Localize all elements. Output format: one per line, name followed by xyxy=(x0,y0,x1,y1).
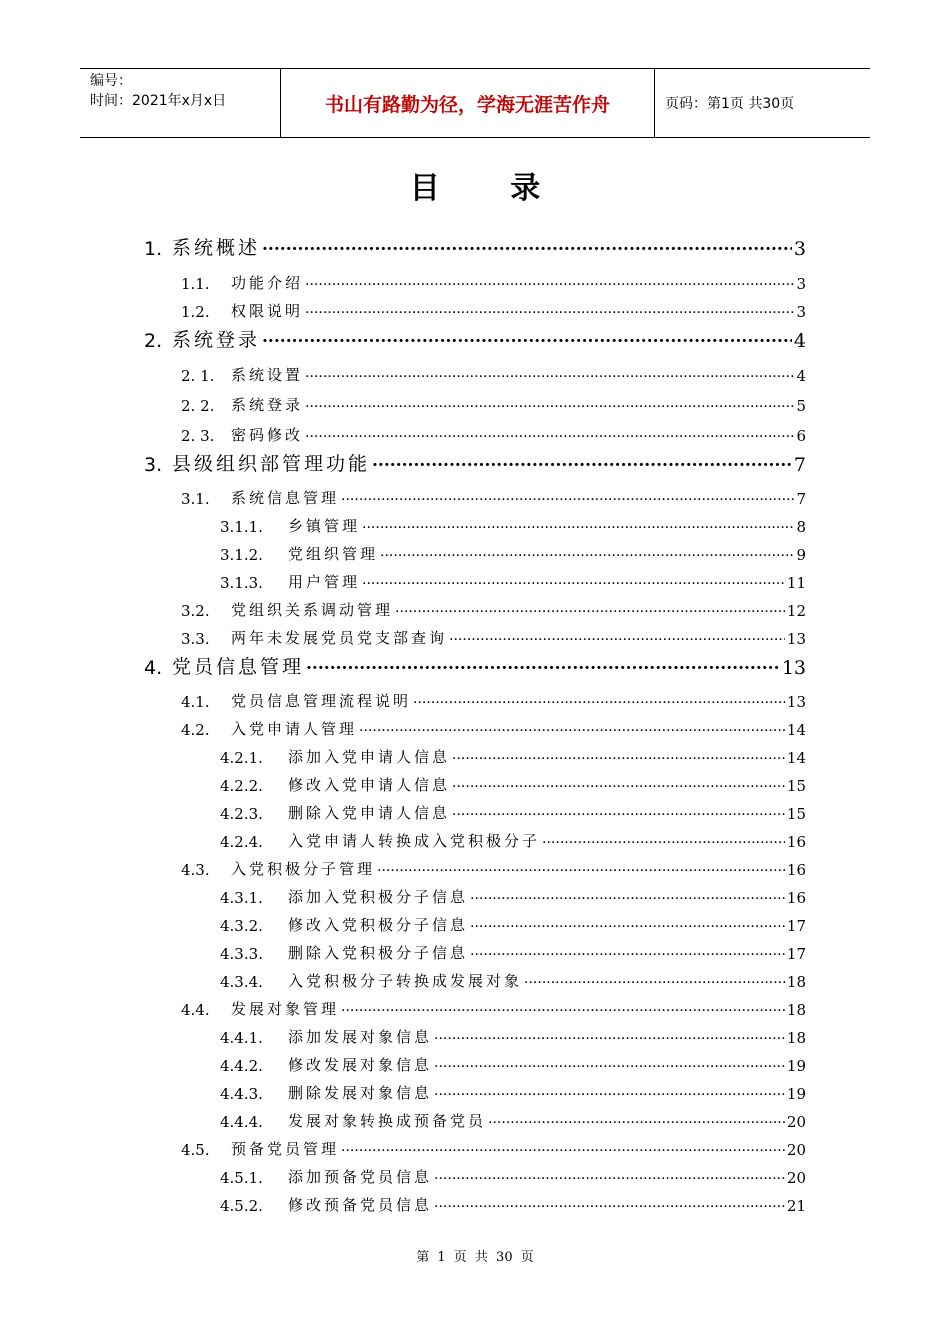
toc-entry-page: 3 xyxy=(796,303,806,321)
toc-entry[interactable] xyxy=(181,265,806,293)
toc-entry[interactable] xyxy=(220,1075,806,1103)
toc-entry[interactable] xyxy=(144,448,806,476)
toc-entry-title: 发展对象管理 xyxy=(231,1000,340,1018)
toc-entry-title: 修改入党积极分子信息 xyxy=(288,916,469,934)
toc-entry[interactable] xyxy=(220,823,806,851)
toc-entry-number: 1.1. xyxy=(181,275,210,293)
toc-entry-page: 13 xyxy=(781,657,806,679)
toc-entry[interactable] xyxy=(220,739,806,767)
toc-entry-page: 19 xyxy=(786,1057,806,1075)
toc-entry-number: 3.2. xyxy=(181,602,210,620)
toc-dot-leader xyxy=(262,237,792,254)
toc-entry[interactable] xyxy=(181,683,806,711)
toc-entry-number: 2. xyxy=(144,330,163,352)
toc-entry[interactable] xyxy=(220,795,806,823)
toc-entry[interactable] xyxy=(220,508,806,536)
toc-entry-title: 删除入党积极分子信息 xyxy=(288,944,469,962)
toc-entry-title: 县级组织部管理功能 xyxy=(172,453,371,475)
toc-entry-page: 18 xyxy=(786,1001,806,1019)
toc-dot-leader xyxy=(305,366,794,380)
toc-entry-number: 4.2.3. xyxy=(220,805,263,823)
toc-dot-leader xyxy=(306,656,780,673)
toc-entry[interactable] xyxy=(181,357,806,385)
toc-entry-page: 7 xyxy=(796,490,806,508)
toc-entry-title: 党员信息管理 xyxy=(172,656,305,678)
toc-entry[interactable] xyxy=(181,991,806,1019)
toc-entry[interactable] xyxy=(220,1103,806,1131)
toc-entry[interactable] xyxy=(181,293,806,321)
toc-dot-leader xyxy=(470,916,785,930)
toc-dot-leader xyxy=(452,804,785,818)
toc-dot-leader xyxy=(362,517,794,531)
toc-entry[interactable] xyxy=(181,620,806,648)
toc-entry-number: 4.1. xyxy=(181,693,210,711)
toc-entry[interactable] xyxy=(220,536,806,564)
toc-entry-page: 21 xyxy=(786,1197,806,1215)
toc-entry-number: 3.1.2. xyxy=(220,546,263,564)
toc-entry-number: 4.3. xyxy=(181,861,210,879)
toc-entry-number: 4. xyxy=(144,657,163,679)
header-left-cell xyxy=(80,69,281,137)
toc-entry-title: 乡镇管理 xyxy=(288,517,361,535)
toc-entry-title: 用户管理 xyxy=(288,573,361,591)
toc-entry-number: 4.2. xyxy=(181,721,210,739)
toc-entry-page: 12 xyxy=(786,602,806,620)
toc-entry-title: 党员信息管理流程说明 xyxy=(231,692,412,710)
page-header xyxy=(80,68,870,138)
toc-entry-page: 15 xyxy=(786,777,806,795)
toc-entry-title: 入党积极分子管理 xyxy=(231,860,376,878)
toc-dot-leader xyxy=(413,692,785,706)
toc-entry[interactable] xyxy=(144,232,806,260)
toc-entry-page: 13 xyxy=(786,630,806,648)
toc-entry-page: 4 xyxy=(793,330,806,352)
toc-entry[interactable] xyxy=(220,963,806,991)
toc-entry-page: 4 xyxy=(796,367,806,385)
toc-entry-page: 17 xyxy=(786,945,806,963)
toc-entry-page: 16 xyxy=(786,861,806,879)
toc-entry-number: 3. xyxy=(144,454,163,476)
toc-entry[interactable] xyxy=(181,851,806,879)
toc-entry-page: 3 xyxy=(796,275,806,293)
page-footer: 第 1 页 共 30 页 xyxy=(416,1250,534,1265)
toc-dot-leader xyxy=(395,601,785,615)
toc-entry-number: 4.2.1. xyxy=(220,749,263,767)
header-motto: 书山有路勤为径，学海无涯苦作舟 xyxy=(281,69,655,137)
toc-entry-number: 4.4.4. xyxy=(220,1113,263,1131)
toc-entry-page: 5 xyxy=(796,397,806,415)
toc-entry[interactable] xyxy=(181,711,806,739)
toc-dot-leader xyxy=(488,1112,785,1126)
toc-entry[interactable] xyxy=(220,564,806,592)
toc-entry-number: 2. 2. xyxy=(181,397,215,415)
toc-entry-page: 15 xyxy=(786,805,806,823)
toc-dot-leader xyxy=(359,720,785,734)
toc-entry-title: 入党申请人管理 xyxy=(231,720,358,738)
toc-entry-number: 4.3.3. xyxy=(220,945,263,963)
toc-entry-title: 添加入党积极分子信息 xyxy=(288,888,469,906)
toc-entry-number: 4.4.2. xyxy=(220,1057,263,1075)
toc-dot-leader xyxy=(434,1084,785,1098)
toc-entry-title: 密码修改 xyxy=(231,426,304,444)
toc-dot-leader xyxy=(341,489,794,503)
toc-entry-number: 3.3. xyxy=(181,630,210,648)
toc-entry-title: 系统登录 xyxy=(172,329,261,351)
toc-entry-title: 系统信息管理 xyxy=(231,489,340,507)
number-label: 编号： xyxy=(90,73,132,89)
toc-entry-title: 入党申请人转换成入党积极分子 xyxy=(288,832,541,850)
toc-entry-page: 18 xyxy=(786,973,806,991)
toc-dot-leader xyxy=(305,426,794,440)
toc-entry[interactable] xyxy=(181,417,806,445)
toc-entry-page: 18 xyxy=(786,1029,806,1047)
toc-entry-title: 发展对象转换成预备党员 xyxy=(288,1112,487,1130)
toc-entry-number: 4.2.2. xyxy=(220,777,263,795)
toc-dot-leader xyxy=(452,776,785,790)
toc-entry-number: 3.1.1. xyxy=(220,518,263,536)
toc-entry-title: 修改入党申请人信息 xyxy=(288,776,451,794)
toc-entry-title: 修改预备党员信息 xyxy=(288,1196,433,1214)
toc-entry[interactable] xyxy=(181,387,806,415)
toc-entry-number: 4.4.3. xyxy=(220,1085,263,1103)
toc-dot-leader xyxy=(362,573,785,587)
time-label: 时间：2021年x月x日 xyxy=(90,93,227,109)
toc-dot-leader xyxy=(434,1056,785,1070)
toc-entry-page: 8 xyxy=(796,518,806,536)
toc-entry-title: 系统设置 xyxy=(231,366,304,384)
toc-entry-number: 4.3.4. xyxy=(220,973,263,991)
toc-entry-number: 3.1.3. xyxy=(220,574,263,592)
toc-entry-page: 9 xyxy=(796,546,806,564)
toc-dot-leader xyxy=(470,888,785,902)
toc-entry-title: 添加预备党员信息 xyxy=(288,1168,433,1186)
header-page-label: 页码：第1页 共30页 xyxy=(665,96,795,112)
toc-dot-leader xyxy=(470,944,785,958)
toc-dot-leader xyxy=(305,302,794,316)
toc-dot-leader xyxy=(434,1028,785,1042)
toc-entry-page: 14 xyxy=(786,721,806,739)
toc-entry-title: 删除入党申请人信息 xyxy=(288,804,451,822)
toc-entry-title: 系统概述 xyxy=(172,237,261,259)
toc-entry-number: 4.4. xyxy=(181,1001,210,1019)
toc-entry-number: 2. 1. xyxy=(181,367,215,385)
toc-dot-leader xyxy=(372,453,792,470)
toc-dot-leader xyxy=(341,1140,785,1154)
toc-dot-leader xyxy=(305,274,794,288)
toc-dot-leader xyxy=(434,1196,785,1210)
toc-entry-page: 16 xyxy=(786,889,806,907)
toc-entry-title: 预备党员管理 xyxy=(231,1140,340,1158)
toc-entry[interactable] xyxy=(220,1047,806,1075)
toc-entry-page: 16 xyxy=(786,833,806,851)
toc-entry-title: 权限说明 xyxy=(231,302,304,320)
toc-entry[interactable] xyxy=(220,935,806,963)
toc-entry[interactable] xyxy=(220,907,806,935)
toc-entry[interactable] xyxy=(220,1159,806,1187)
toc-dot-leader xyxy=(341,1000,785,1014)
toc-dot-leader xyxy=(305,396,794,410)
toc-dot-leader xyxy=(380,545,794,559)
toc-entry-page: 7 xyxy=(793,454,806,476)
toc-entry[interactable] xyxy=(220,1187,806,1215)
toc-entry-number: 1. xyxy=(144,238,163,260)
toc-entry-title: 功能介绍 xyxy=(231,274,304,292)
toc-dot-leader xyxy=(377,860,785,874)
toc-entry[interactable] xyxy=(220,1019,806,1047)
toc-entry[interactable] xyxy=(220,767,806,795)
toc-entry-title: 两年未发展党员党支部查询 xyxy=(231,629,448,647)
toc-entry-page: 11 xyxy=(786,574,806,592)
toc-entry-title: 系统登录 xyxy=(231,396,304,414)
toc-entry-page: 20 xyxy=(786,1169,806,1187)
toc-entry-number: 4.5. xyxy=(181,1141,210,1159)
toc-dot-leader xyxy=(262,329,792,346)
toc-dot-leader xyxy=(524,972,785,986)
toc-entry-number: 2. 3. xyxy=(181,427,215,445)
toc-entry-title: 入党积极分子转换成发展对象 xyxy=(288,972,523,990)
toc-entry-page: 20 xyxy=(786,1141,806,1159)
toc-entry-number: 4.2.4. xyxy=(220,833,263,851)
toc-entry-title: 党组织关系调动管理 xyxy=(231,601,394,619)
toc-dot-leader xyxy=(434,1168,785,1182)
toc-entry[interactable] xyxy=(181,1131,806,1159)
toc-entry[interactable] xyxy=(144,324,806,352)
toc-entry-number: 3.1. xyxy=(181,490,210,508)
toc-entry-title: 党组织管理 xyxy=(288,545,379,563)
toc-entry[interactable] xyxy=(220,879,806,907)
toc-entry-title: 添加发展对象信息 xyxy=(288,1028,433,1046)
toc-entry-number: 1.2. xyxy=(181,303,210,321)
toc-entry[interactable] xyxy=(181,592,806,620)
toc-entry-title: 修改发展对象信息 xyxy=(288,1056,433,1074)
toc-entry-number: 4.4.1. xyxy=(220,1029,263,1047)
toc-title: 目 录 xyxy=(409,171,571,206)
toc-entry-number: 4.5.1. xyxy=(220,1169,263,1187)
toc-dot-leader xyxy=(542,832,785,846)
toc-entry-page: 20 xyxy=(786,1113,806,1131)
toc-entry-page: 13 xyxy=(786,693,806,711)
toc-entry-number: 4.5.2. xyxy=(220,1197,263,1215)
toc-entry-title: 添加入党申请人信息 xyxy=(288,748,451,766)
toc-entry-number: 4.3.1. xyxy=(220,889,263,907)
toc-entry[interactable] xyxy=(181,480,806,508)
toc-entry-title: 删除发展对象信息 xyxy=(288,1084,433,1102)
toc-entry-page: 17 xyxy=(786,917,806,935)
toc-entry-page: 19 xyxy=(786,1085,806,1103)
toc-dot-leader xyxy=(452,748,785,762)
toc-entry-page: 6 xyxy=(796,427,806,445)
toc-entry-number: 4.3.2. xyxy=(220,917,263,935)
toc-entry-page: 14 xyxy=(786,749,806,767)
toc-dot-leader xyxy=(449,629,785,643)
toc-entry-page: 3 xyxy=(793,238,806,260)
toc-entry[interactable] xyxy=(144,651,806,679)
